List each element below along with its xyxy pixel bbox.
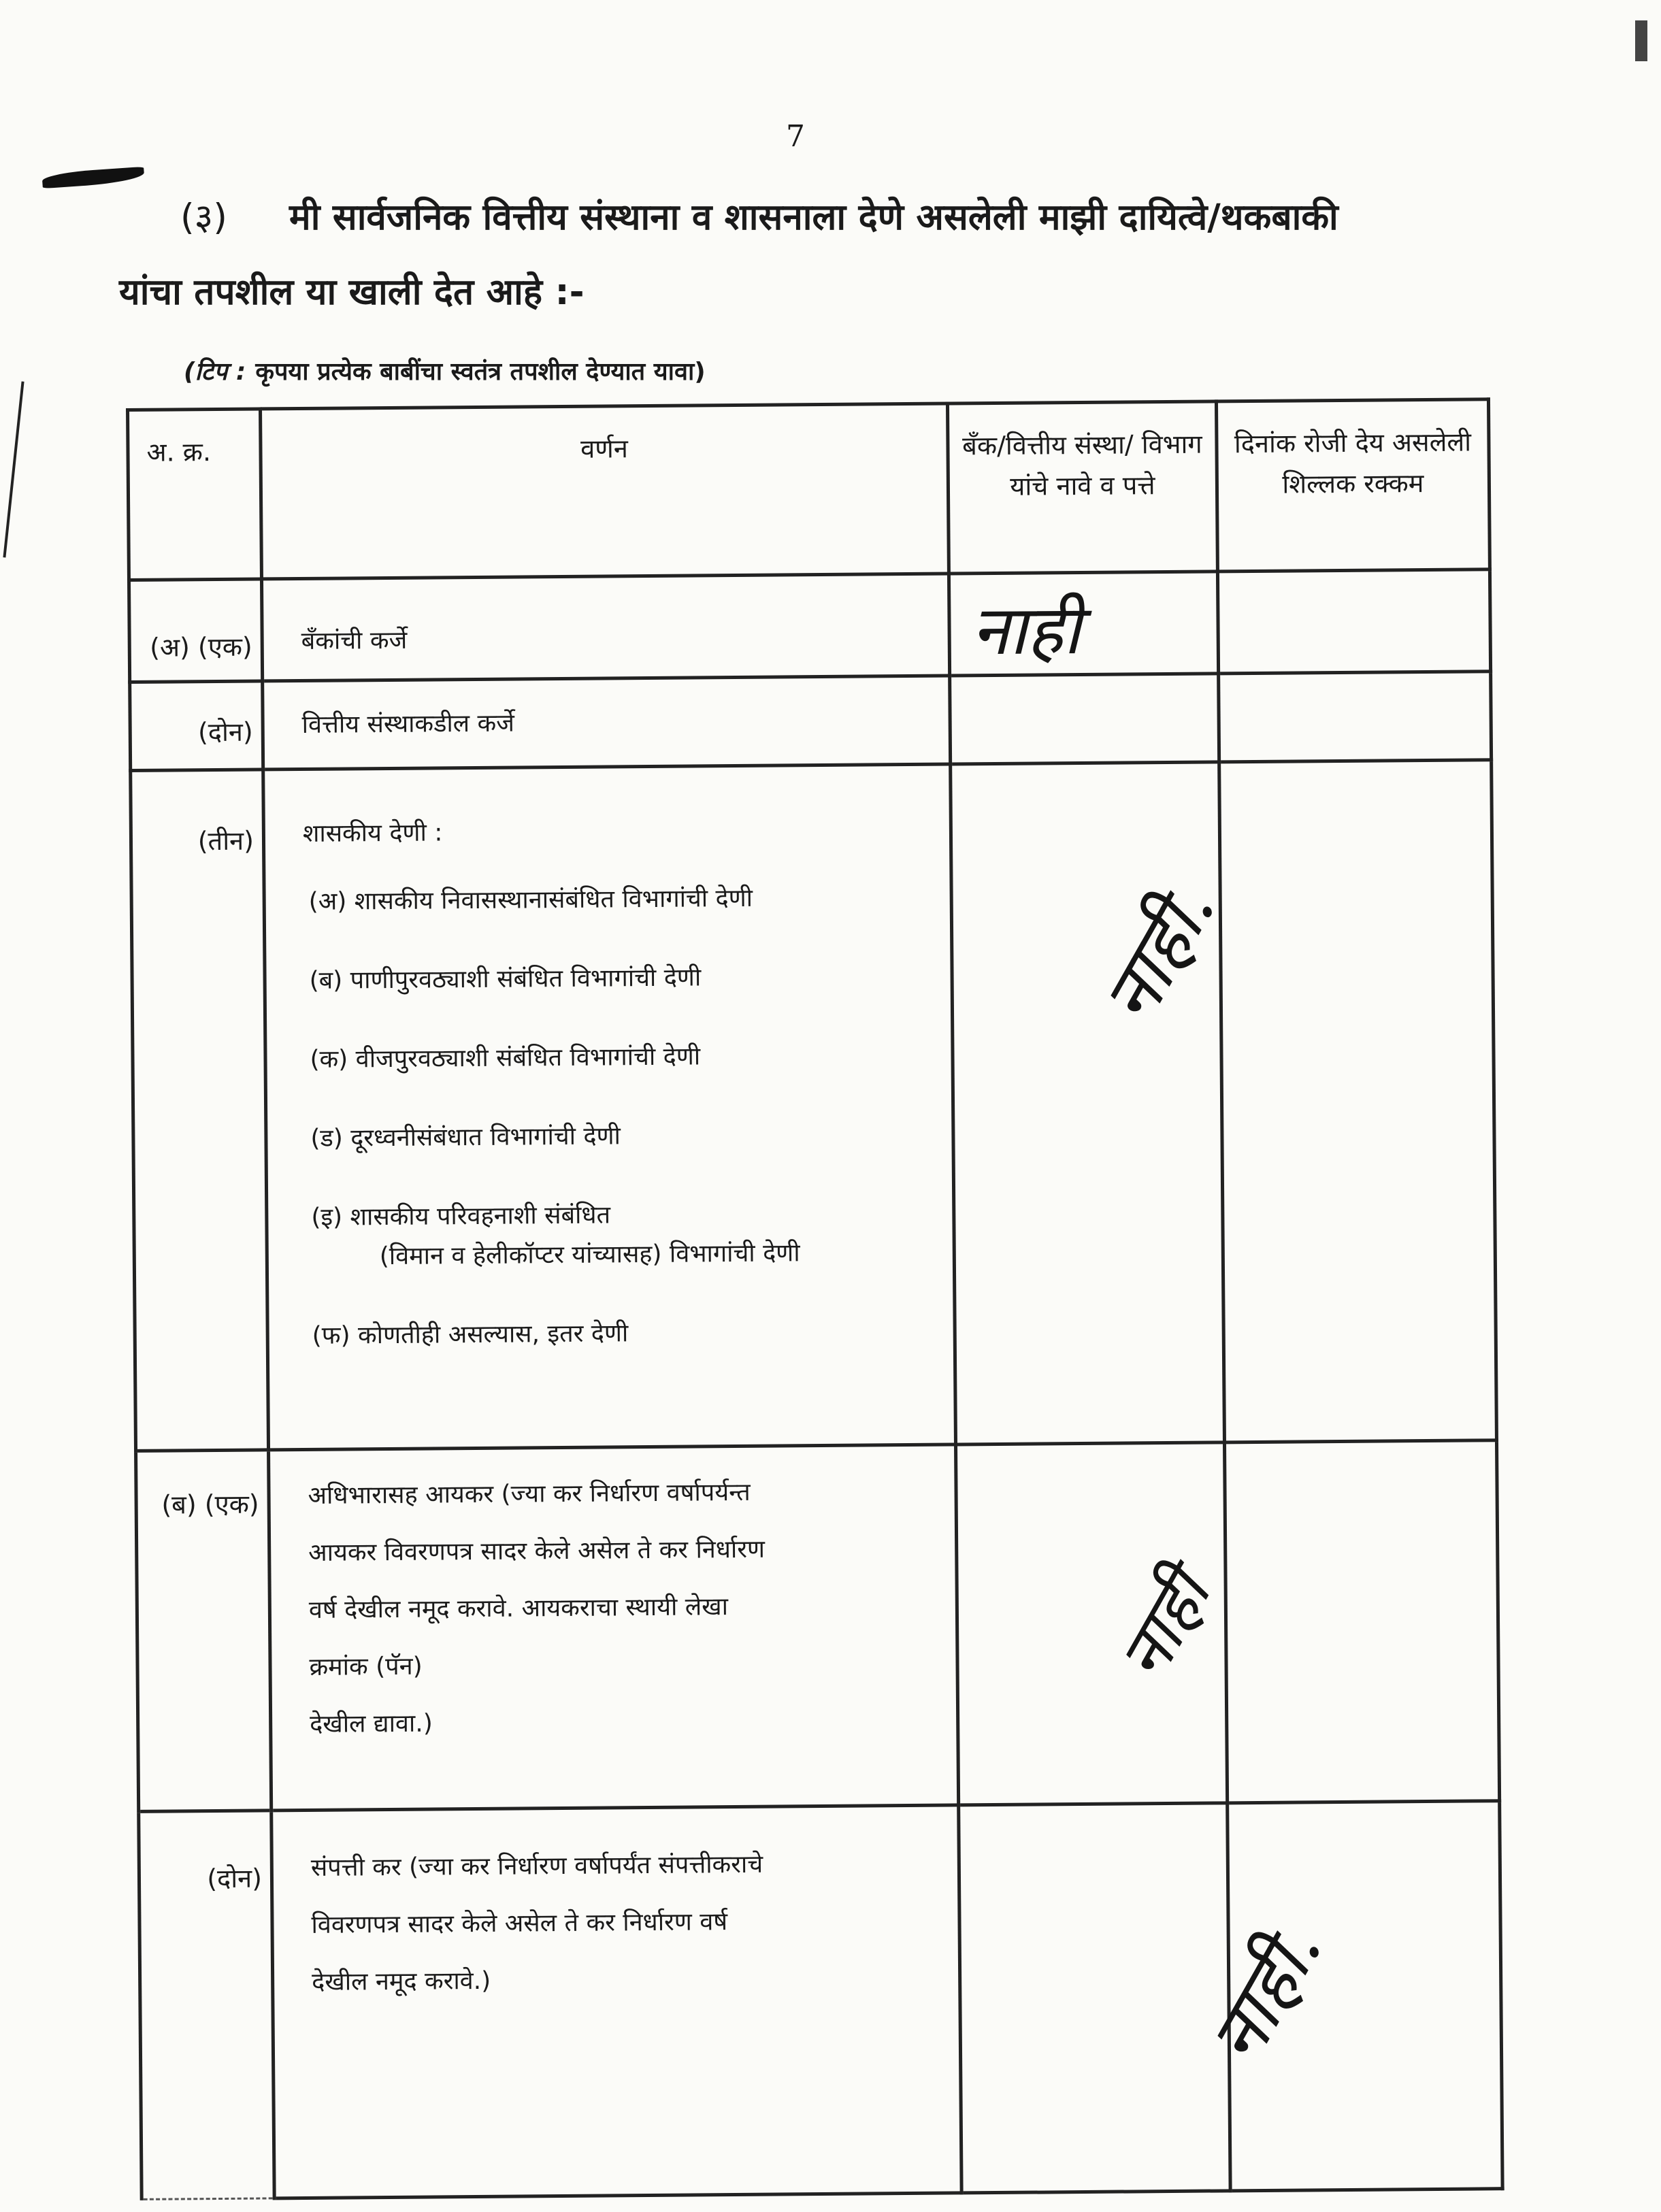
description-line: आयकर विवरणपत्र सादर केले असेल ते कर निर्धारण [308, 1535, 766, 1567]
page-number: 7 [786, 119, 805, 154]
description-line: वर्ष देखील नमूद करावे. आयकराचा स्थायी लेखा [308, 1593, 729, 1624]
dues-item: (अ) शासकीय निवासस्थानासंबंधित विभागांची देणी [308, 884, 753, 916]
header-balance: दिनांक रोजी देय असलेली शिल्लक रक्कम [1234, 427, 1472, 499]
header-serial: अ. क्र. [146, 437, 212, 467]
description-line: देखील नमूद करावे.) [312, 1966, 491, 1996]
row-serial: (अ) (एक) [149, 631, 252, 663]
handwritten-nahi: नाही. [1191, 1909, 1339, 2078]
bank-cell [955, 1442, 1227, 1805]
handwritten-nahi: नाही [971, 589, 1081, 671]
scan-edge-mark [1635, 20, 1647, 61]
handwritten-nahi: नाही [1102, 1558, 1226, 1693]
balance-cell [1191, 1801, 1502, 2191]
handwritten-nahi: नाही. [1085, 869, 1232, 1038]
dues-item: (ड) दूरध्वनीसंबंधात विभागांची देणी [310, 1122, 621, 1153]
table-row [136, 1440, 1500, 1812]
dues-item: (इ) शासकीय परिवहनाशी संबंधित (विमान व हेलीकॉप्टर यांच्यासह) विभागांची देणी [311, 1201, 800, 1271]
table-header-row [128, 399, 1490, 580]
margin-edge-line [3, 382, 24, 558]
description-line: देखील द्यावा.) [310, 1709, 433, 1738]
row-description: बँकांची कर्जे [301, 626, 408, 655]
description-line: संपत्ती कर (ज्या कर निर्धारण वर्षापर्यंत संपत्तीकराचे [310, 1850, 763, 1882]
dues-item: (फ) कोणतीही असल्यास, इतर देणी [312, 1319, 629, 1350]
header-description: वर्णन [580, 433, 629, 464]
row-serial: (ब) (एक) [161, 1489, 259, 1520]
row-description-block [270, 1446, 956, 1737]
heading-line-2: यांचा तपशील या खाली देत आहे :- [119, 271, 585, 313]
liabilities-sheet [126, 397, 1501, 2198]
row-serial: (तीन) [197, 825, 254, 857]
row-serial: (दोन) [207, 1863, 263, 1894]
row-description-block [273, 1806, 958, 1995]
description-line: अधिभारासह आयकर (ज्या कर निर्धारण वर्षापर्यन्त [308, 1478, 751, 1510]
header-bank: बँक/वित्तीय संस्था/ विभाग यांचे नावे व पत्ते [962, 429, 1202, 501]
section-heading [119, 180, 1507, 330]
description-line: विवरणपत्र सादर केले असेल ते कर निर्धारण वर्ष [311, 1908, 728, 1939]
table-row [129, 569, 1490, 682]
row-description-block [265, 766, 953, 1349]
dues-item: (क) वीजपुरवठ्याशी संबंधित विभागांची देणी [310, 1042, 701, 1074]
table-row [139, 1801, 1502, 2200]
tip-lead: (टिप : [184, 358, 246, 386]
row-description: शासकीय देणी : [302, 819, 443, 848]
row-description: वित्तीय संस्थाकडील कर्जे [301, 709, 515, 739]
description-line: क्रमांक (पॅन) [309, 1652, 423, 1681]
table-row [131, 760, 1497, 1451]
section-number: (३) [180, 197, 227, 238]
tip-note [184, 354, 706, 387]
table-row [130, 672, 1492, 771]
row-serial: (दोन) [197, 716, 253, 748]
tip-text: कृपया प्रत्येक बाबींचा स्वतंत्र तपशील देण्यात यावा) [255, 358, 706, 386]
liabilities-table [126, 397, 1504, 2201]
bank-cell [951, 762, 1232, 1445]
heading-line-1: मी सार्वजनिक वित्तीय संस्थाना व शासनाला देणे असलेली माझी दायित्वे/थकबाकी [289, 197, 1338, 238]
dues-item: (ब) पाणीपुरवठ्याशी संबंधित विभागांची देणी [309, 963, 702, 995]
bank-cell [949, 572, 1218, 676]
